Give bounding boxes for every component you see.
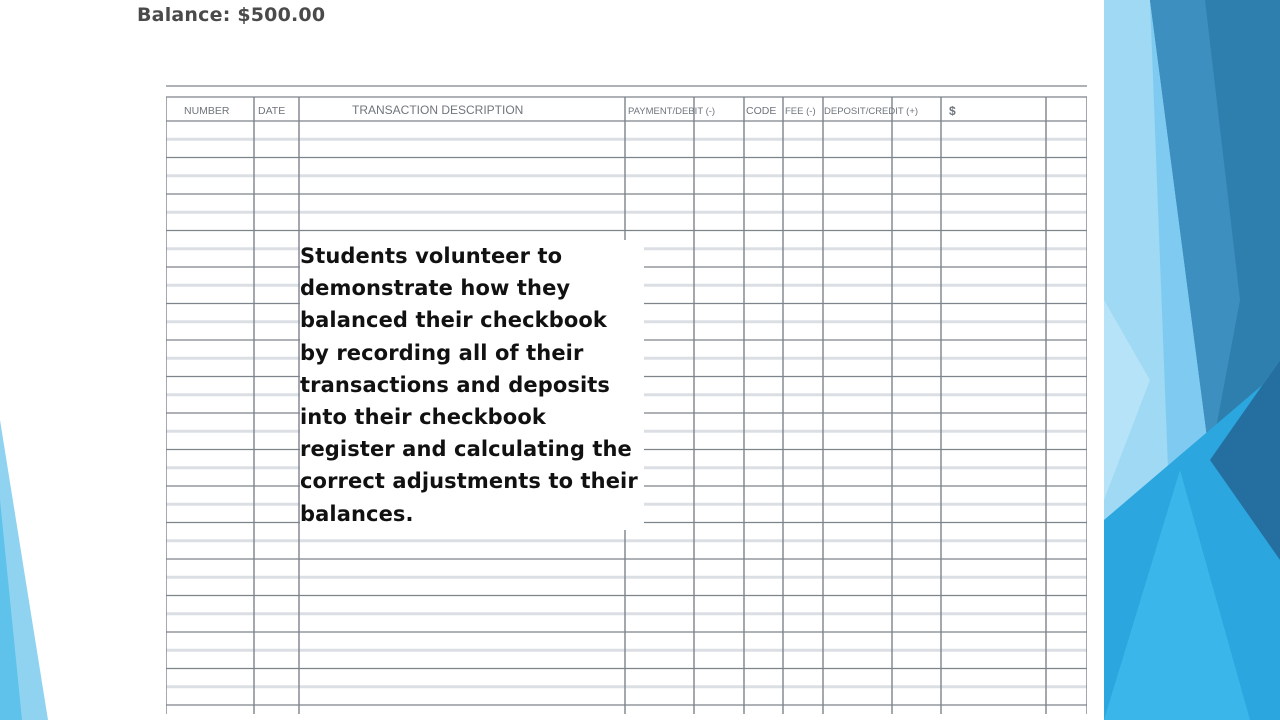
header-number: NUMBER xyxy=(184,105,230,117)
right-panel-shape xyxy=(1104,0,1280,720)
right-facet-shape xyxy=(1104,470,1250,720)
left-facet-shape xyxy=(0,500,22,720)
instruction-caption: Students volunteer to demonstrate how they balanced their checkbook by recording all of their transactions and deposits into their checkbook register and calculating the correct adjustments to their balances. xyxy=(300,240,644,530)
right-facet-shape xyxy=(1104,370,1280,720)
right-facet-shape xyxy=(1150,0,1240,460)
right-facet-shape xyxy=(1150,0,1280,460)
left-facet-shape xyxy=(0,420,48,720)
header-code: CODE xyxy=(746,105,777,117)
header-date: DATE xyxy=(258,105,286,117)
header-transaction-description: TRANSACTION DESCRIPTION xyxy=(352,103,524,117)
header-payment-debit: PAYMENT/DEBIT (-) xyxy=(628,106,716,117)
header-deposit-credit: DEPOSIT/CREDIT (+) xyxy=(824,106,919,117)
header-balance-symbol: $ xyxy=(949,104,956,118)
right-facet-shape xyxy=(1104,300,1150,500)
right-facet-shape xyxy=(1210,360,1280,560)
right-facet-shape xyxy=(1104,0,1170,720)
header-fee: FEE (-) xyxy=(785,106,816,117)
balance-heading: Balance: $500.00 xyxy=(137,4,326,26)
